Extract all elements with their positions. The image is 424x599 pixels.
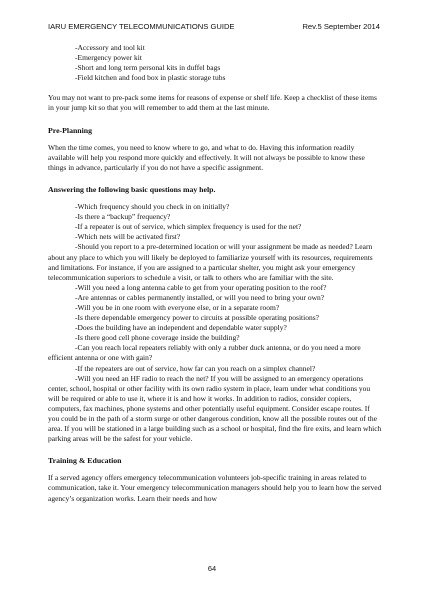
question-item: -Are antennas or cables permanently installed, or will you need to bring your own?: [75, 292, 325, 302]
kit-list: [48, 43, 382, 83]
question-item: -If the repeaters are out of service, how far can you reach on a simplex channel?: [75, 363, 316, 373]
question-paragraph: -Can you reach local repeaters reliably with only a rubber duck antenna, or do you need a more efficient antenna or one with gain?: [48, 343, 361, 363]
question-item: -Which frequency should you check in on initially?: [75, 202, 230, 212]
intro-paragraph: You may not want to pre-pack some items for reasons of expense or shelf life. Keep a checklist of these items in your jump kit so that you will remember to add them at the last minute.: [48, 93, 377, 113]
question-item: -If a repeater is out of service, which simplex frequency is used for the net?: [75, 222, 302, 232]
question-item: -Is there a “backup” frequency?: [75, 212, 171, 222]
section-heading-preplanning: Pre-Planning: [48, 125, 93, 135]
list-item: -Accessory and tool kit: [75, 43, 145, 52]
question-item: -Will you need a long antenna cable to get from your operating position to the roof?: [75, 282, 327, 292]
header-title: IARU EMERGENCY TELECOMMUNICATIONS GUIDE: [48, 22, 235, 31]
page-header: [48, 22, 380, 31]
list-item: -Short and long term personal kits in duffel bags: [75, 63, 221, 73]
question-item: -Will you be in one room with everyone else, or in a separate room?: [75, 302, 280, 312]
header-revision: Rev.5 September 2014: [302, 22, 380, 31]
question-paragraph: -Will you need an HF radio to reach the net? If you will be assigned to an emergency operations center, school, hospital or other facility with its own radio system in place, learn under what conditions you will be required or able to use it, where it is and how it works. In addition to radios, consider copiers, computers, fax machines, phone systems and other potentially useful equipment. Consider escape routes. If you could be in the path of a storm surge or other dangerous condition, know all the possible routes out of the area. If you will be stationed in a large building such as a school or hospital, find the fire exits, and learn which parking areas will be the safest for your vehicle.: [48, 373, 382, 444]
section-heading-questions: Answering the following basic questions may help.: [48, 184, 216, 194]
training-paragraph: If a served agency offers emergency telecommunication volunteers job-specific training in areas related to communication, take it. Your emergency telecommunication managers should help you to learn how the served agency’s organization works. Learn their needs and how: [48, 473, 382, 503]
preplanning-paragraph: When the time comes, you need to know where to go, and what to do. Having this information readily available will help you respond more quickly and effectively. It will not always be possible to know these things in advance, particularly if you do not have a specific assignment.: [48, 142, 365, 172]
question-paragraph: -Should you report to a pre-determined location or will your assignment be made as needed? Learn about any place to which you will likely be deployed to familiarize yourself with its resources, requirements and limitations. For instance, if you are assigned to a particular shelter, you might ask your emergency telecommunication superiors to schedule a visit, or talk to others who are familiar with the site.: [48, 242, 373, 282]
page-content: [48, 43, 382, 504]
question-item: -Is there good cell phone coverage inside the building?: [75, 333, 240, 343]
section-heading-training: Training & Education: [48, 456, 122, 466]
list-item: -Emergency power kit: [75, 53, 142, 63]
list-item: -Field kitchen and food box in plastic storage tubs: [75, 73, 226, 83]
question-item: -Which nets will be activated first?: [75, 232, 181, 242]
page-number: 64: [207, 564, 217, 573]
question-item: -Is there dependable emergency power to circuits at possible operating positions?: [75, 313, 319, 323]
question-item: -Does the building have an independent and dependable water supply?: [75, 323, 287, 333]
